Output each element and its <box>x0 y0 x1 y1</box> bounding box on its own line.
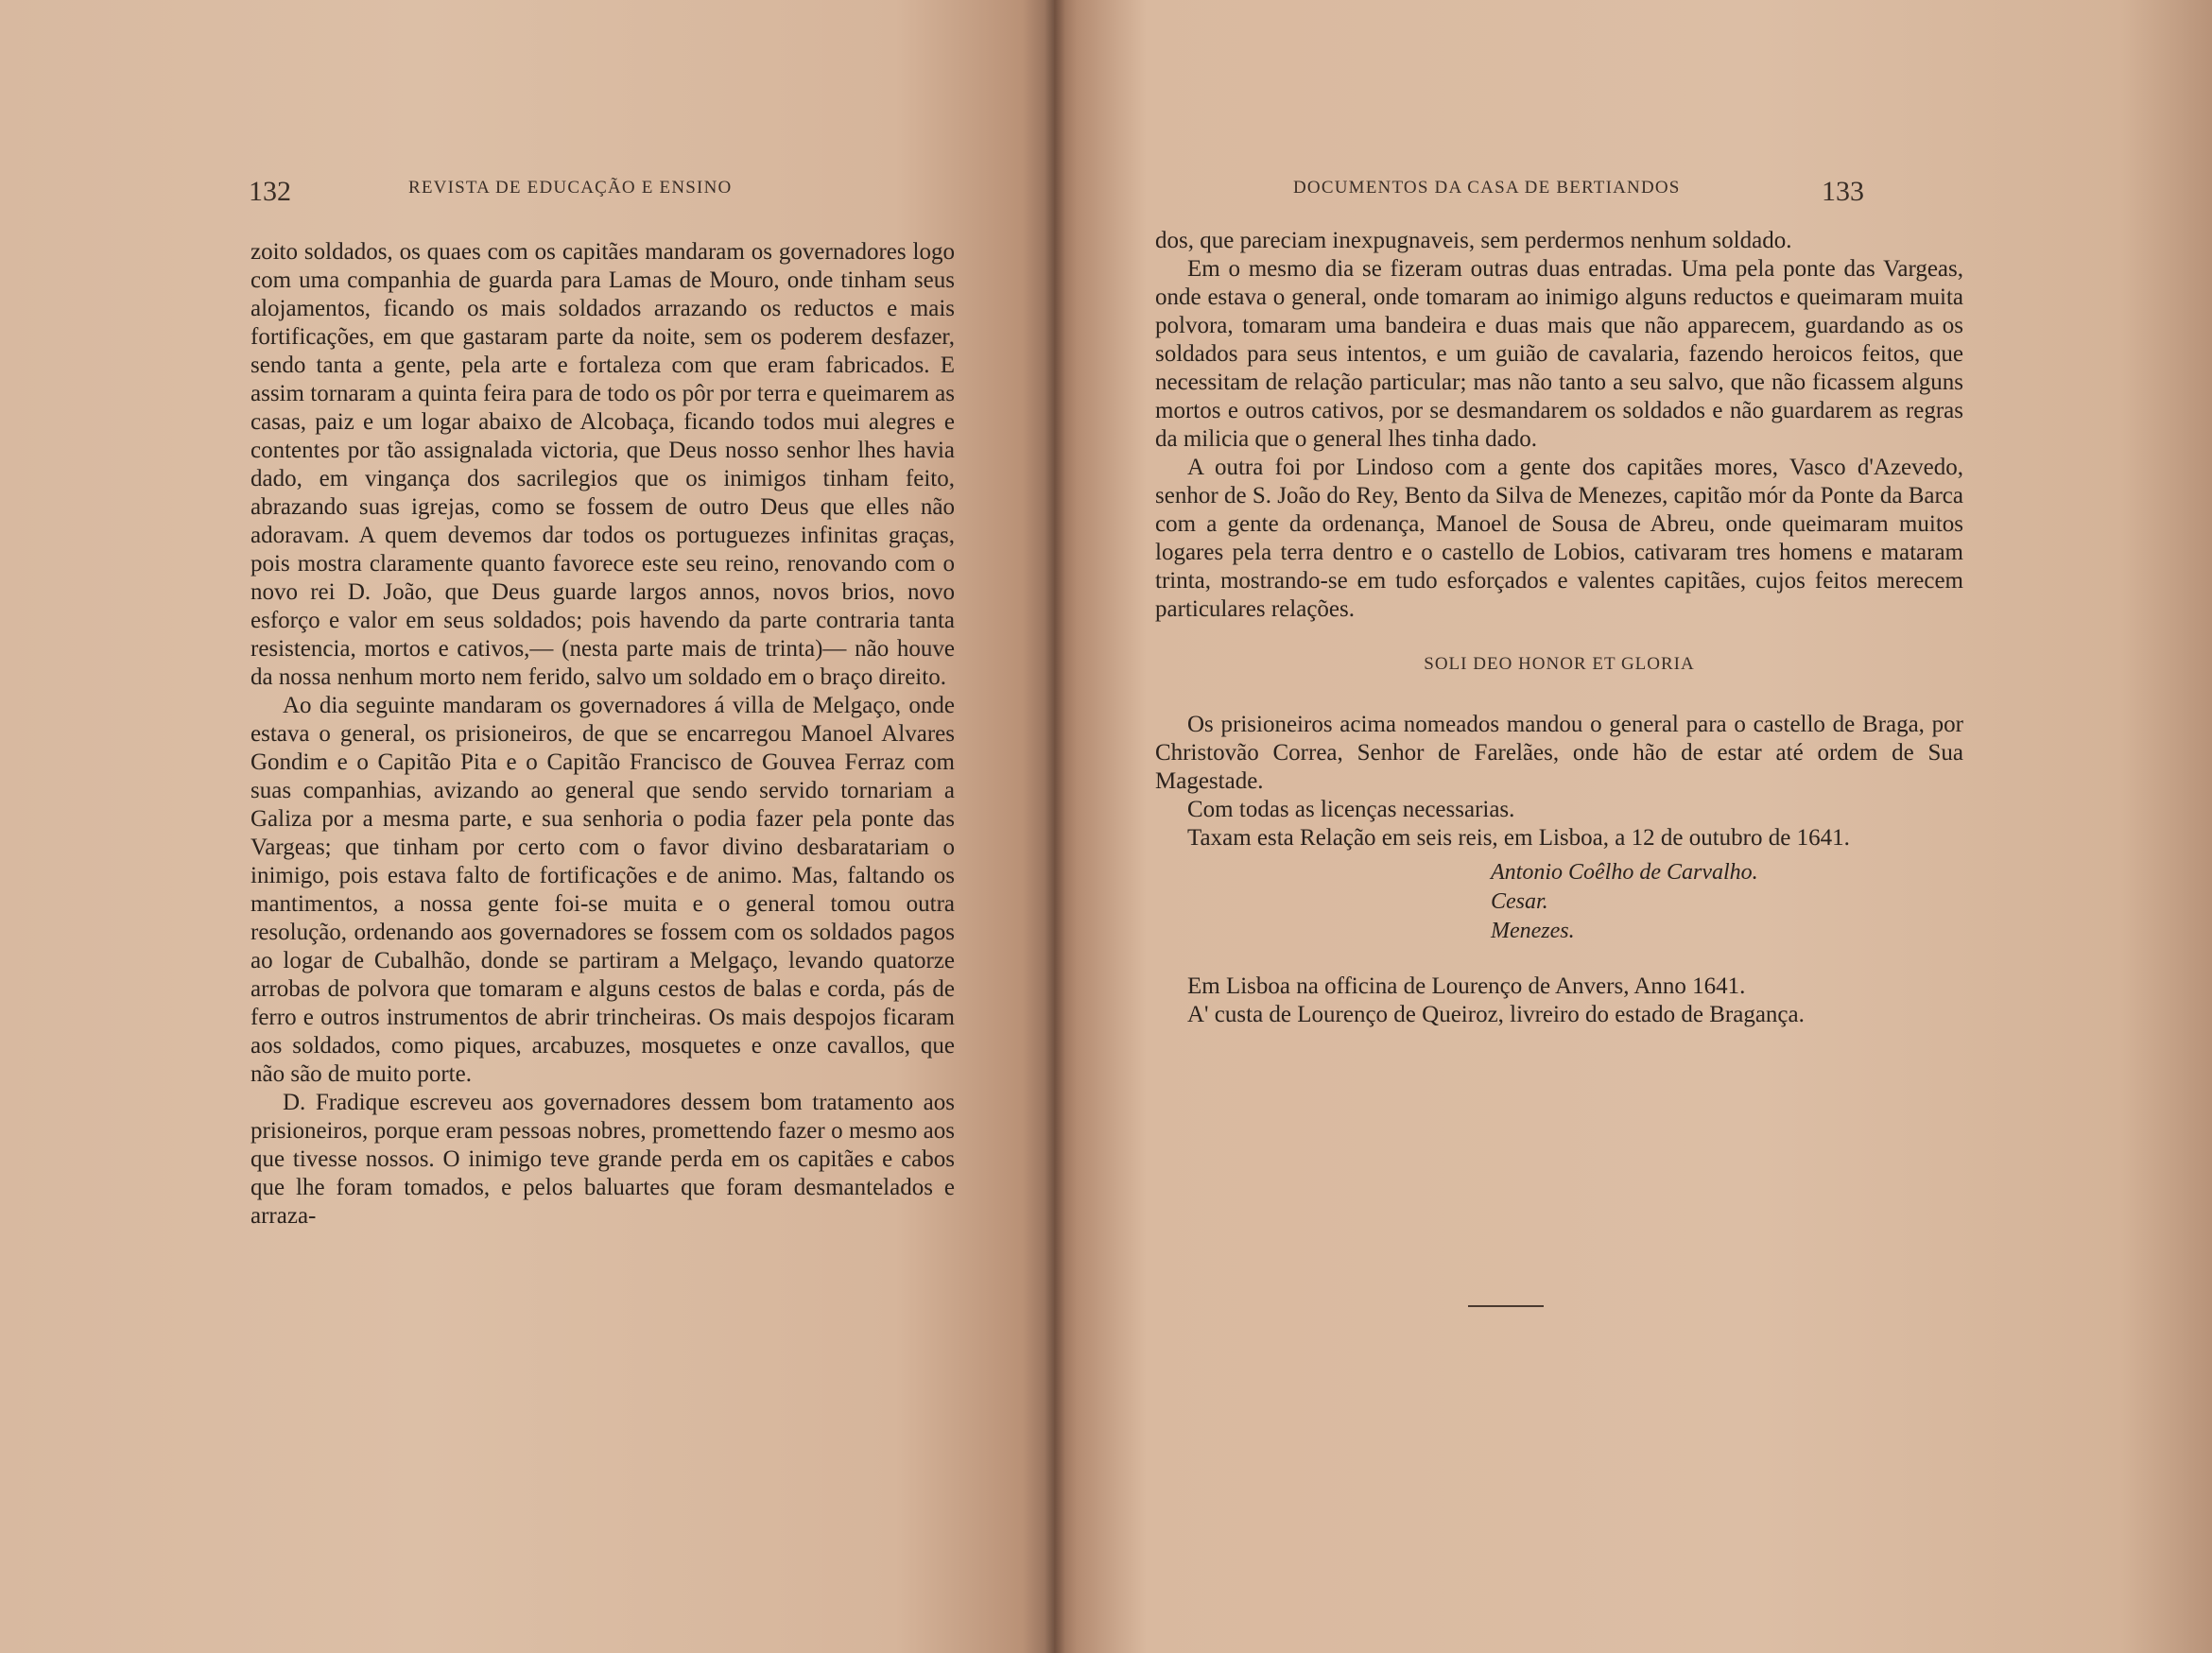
paragraph: zoito soldados, os quaes com os capitães mandaram os governadores logo com uma companhia de guarda para Lamas de Mouro, onde tinham seus alojamentos, ficando os mais soldados arrazando os reductos e mais fortificações, em que gastaram parte da noite, sem os poderem desfazer, sendo tanta a gente, pela arte e fortaleza com que eram fabricados. E assim tornaram a quinta feira para de todo os pôr por terra e queimarem as casas, paiz e um logar abaixo de Alcobaça, ficando todos mui alegres e contentes por tão assignalada victoria, que Deus nosso senhor lhes havia dado, em vingança dos sacrilegios que os inimigos tinham feito, abrazando suas igrejas, como se fossem de outro Deus que elles não adoravam. A quem devemos dar todos os portuguezes infinitas graças, pois mostra claramente quanto favorece este seu reino, renovando com o novo rei D. João, que Deus guarde largos annos, novos brios, novo esforço e valor em seus soldados; pois havendo da parte contraria tanta resistencia, mortos e cativos,— (nesta parte mais de trinta)— não houve da nossa nenhum morto nem ferido, salvo um soldado em o braço direito. <box>251 239 955 690</box>
imprint <box>1155 973 1963 1029</box>
page-number-left: 132 <box>249 176 291 207</box>
signature: Menezes. <box>1491 919 1575 943</box>
paragraph: dos, que pareciam inexpugnaveis, sem perdermos nenhum soldado. <box>1155 228 1792 253</box>
running-head-left: REVISTA DE EDUCAÇÃO E ENSINO <box>408 178 733 198</box>
right-body-text <box>1155 227 1963 1029</box>
paragraph: Em o mesmo dia se fizeram outras duas entradas. Uma pela ponte das Vargeas, onde estava o general, onde tomaram ao inimigo alguns reductos e queimaram muita polvora, tomaram uma bandeira e duas mais que não apparecem, guardando as os soldados para seus intentos, e um guião de cavalaria, fazendo heroicos feitos, que necessitam de relação particular; mas não tanto a seu salvo, que não ficassem alguns mortos e outros cativos, por se desmandarem os soldados e não guardarem as regras da milicia que o general lhes tinha dado. <box>1155 256 1963 452</box>
signature: Cesar. <box>1491 889 1548 914</box>
paragraph: Com todas as licenças necessarias. <box>1187 797 1515 822</box>
signature: Antonio Coêlho de Carvalho. <box>1491 860 1758 885</box>
paragraph: D. Fradique escreveu aos governadores dessem bom tratamento aos prisioneiros, porque eram pessoas nobres, promettendo fazer o mesmo aos que tivesse nossos. O inimigo teve grande perda em os capitães e cabos que lhe foram tomados, e pelos baluartes que foram desmantelados e arraza- <box>251 1090 955 1229</box>
running-head-right: DOCUMENTOS DA CASA DE BERTIANDOS <box>1293 178 1681 198</box>
paragraph: Ao dia seguinte mandaram os governadores á villa de Melgaço, onde estava o general, os prisioneiros, de que se encarregou Manoel Alvares Gondim e o Capitão Pita e o Capitão Francisco de Gouvea Ferraz com suas companhias, avizando ao general que sendo servido tornariam a Galiza por a mesma parte, e sua senhoria o podia fazer pela ponte das Vargeas; que tinham por certo com o favor divino desbaratariam o inimigo, pois estava falto de fortificações e de animo. Mas, faltando os mantimentos, a nossa gente foi-se muita e o general tomou outra resolução, ordenando aos governadores se fossem com os soldados pagos ao logar de Cubalhão, donde se partiram a Melgaço, levando quatorze arrobas de polvora que tomaram e alguns cestos de balas e corda, pás de ferro e outros instrumentos de abrir trincheiras. Os mais despojos ficaram aos soldados, como piques, arcabuzes, mosquetes e onze cavallos, que não são de muito porte. <box>251 693 955 1087</box>
page-number-right: 133 <box>1822 176 1864 207</box>
paragraph: Taxam esta Relação em seis reis, em Lisboa, a 12 de outubro de 1641. <box>1187 825 1850 851</box>
left-body-text <box>251 238 955 1231</box>
section-heading: SOLI DEO HONOR ET GLORIA <box>1424 654 1695 674</box>
right-page <box>1054 0 2212 1653</box>
imprint-line: Em Lisboa na officina de Lourenço de Anvers, Anno 1641. <box>1187 973 1746 999</box>
paragraph: Os prisioneiros acima nomeados mandou o general para o castello de Braga, por Christovão Correa, Senhor de Farelães, onde hão de estar até ordem de Sua Magestade. <box>1155 712 1963 794</box>
book-gutter <box>1045 0 1065 1653</box>
signatures <box>1491 858 1963 946</box>
imprint-line: A' custa de Lourenço de Queiroz, livreiro do estado de Bragança. <box>1187 1002 1805 1027</box>
paragraph: A outra foi por Lindoso com a gente dos capitães mores, Vasco d'Azevedo, senhor de S. João do Rey, Bento da Silva de Menezes, capitão mór da Ponte da Barca com a gente da ordenança, Manoel de Sousa de Abreu, onde queimaram muitos logares pela terra dentro e o castello de Lobios, cativaram tres homens e mataram trinta, mostrando-se em tudo esforçados e valentes capitães, cujos feitos merecem particulares relações. <box>1155 455 1963 622</box>
closing-rule <box>1468 1305 1544 1307</box>
left-page <box>0 0 1054 1653</box>
